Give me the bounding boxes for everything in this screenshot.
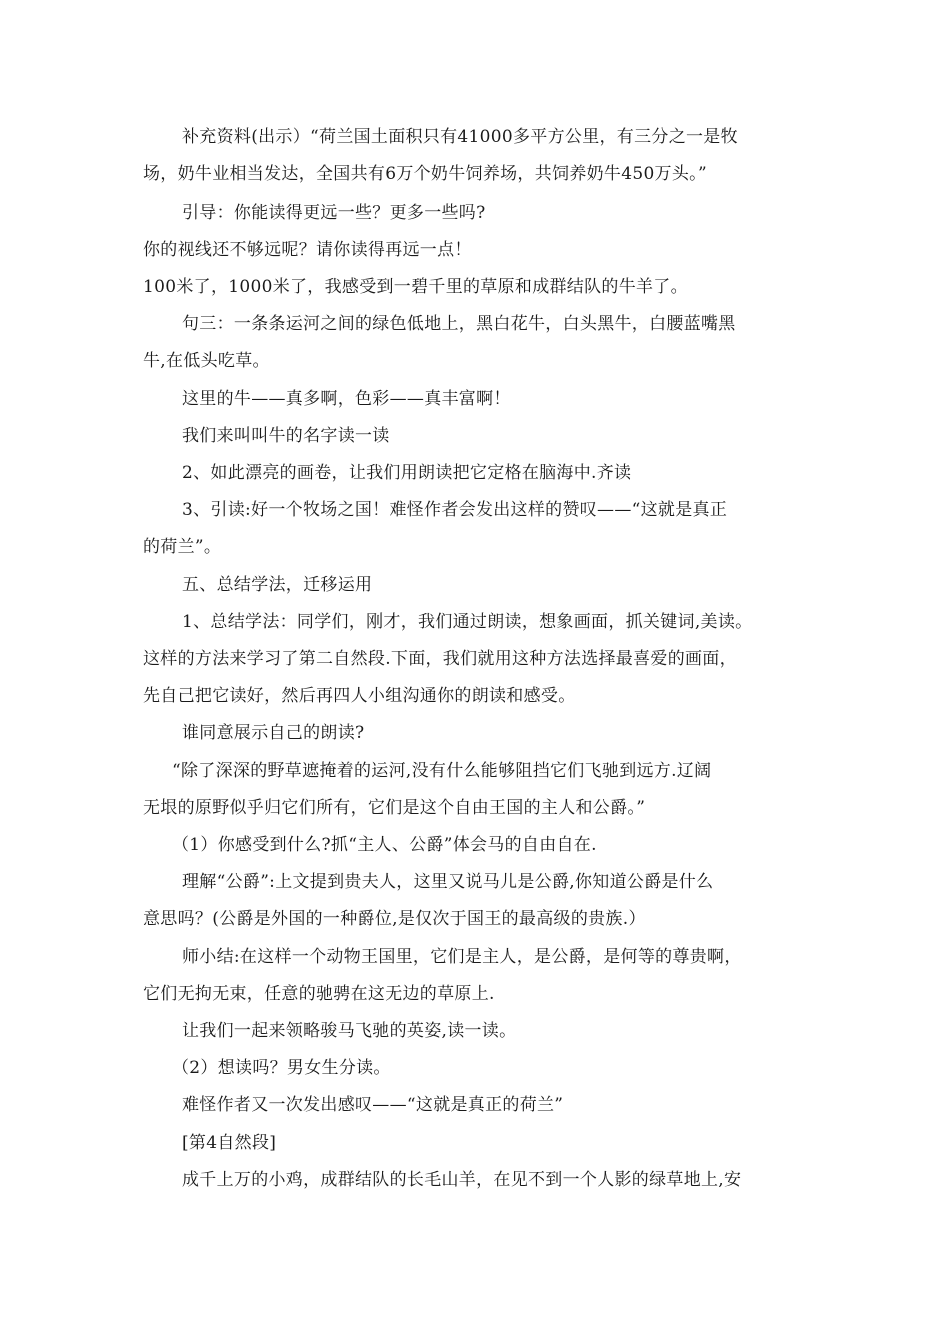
paragraph-line: 3、引读:好一个牧场之国！难怪作者会发出这样的赞叹——“这就是真正 <box>182 500 728 520</box>
paragraph-line: 补充资料(出示）“荷兰国土面积只有41000多平方公里，有三分之一是牧 <box>182 127 738 147</box>
paragraph-line: 1、总结学法：同学们，刚才，我们通过朗读，想象画面，抓关键词,美读。 <box>182 612 753 632</box>
paragraph-line: 2、如此漂亮的画卷，让我们用朗读把它定格在脑海中.齐读 <box>182 463 632 483</box>
paragraph-line: 谁同意展示自己的朗读? <box>182 723 365 743</box>
paragraph-line: 100米了，1000米了，我感受到一碧千里的草原和成群结队的牛羊了。 <box>143 277 688 297</box>
paragraph-line: 难怪作者又一次发出感叹——“这就是真正的荷兰” <box>182 1095 564 1115</box>
paragraph-line: 我们来叫叫牛的名字读一读 <box>182 426 390 446</box>
paragraph-line: （1）你感受到什么?抓“主人、公爵”体会马的自由自在. <box>172 835 597 855</box>
paragraph-line: 这里的牛——真多啊，色彩——真丰富啊！ <box>182 389 511 409</box>
paragraph-line: 成千上万的小鸡，成群结队的长毛山羊，在见不到一个人影的绿草地上,安 <box>182 1170 742 1190</box>
paragraph-line: 意思吗？(公爵是外国的一种爵位,是仅次于国王的最高级的贵族.） <box>143 909 646 929</box>
quote-line: 无垠的原野似乎归它们所有，它们是这个自由王国的主人和公爵。” <box>143 798 646 818</box>
paragraph-line: 牛,在低头吃草。 <box>143 351 270 371</box>
paragraph-line: 引导：你能读得更远一些？更多一些吗? <box>182 203 486 223</box>
paragraph-line: 句三：一条条运河之间的绿色低地上，黑白花牛，白头黑牛，白腰蓝嘴黑 <box>182 314 736 334</box>
paragraph-line: 场，奶牛业相当发达，全国共有6万个奶牛饲养场，共饲养奶牛450万头。” <box>143 164 707 184</box>
paragraph-line: 这样的方法来学习了第二自然段.下面，我们就用这种方法选择最喜爱的画面， <box>143 649 737 669</box>
paragraph-line: 你的视线还不够远呢？请你读得再远一点！ <box>143 240 472 260</box>
quote-line: “除了深深的野草遮掩着的运河,没有什么能够阻挡它们飞驰到远方.辽阔 <box>172 761 712 781</box>
paragraph-line: 的荷兰”。 <box>143 537 222 557</box>
paragraph-line: 让我们一起来领略骏马飞驰的英姿,读一读。 <box>182 1021 517 1041</box>
paragraph-line: 先自己把它读好，然后再四人小组沟通你的朗读和感受。 <box>143 686 576 706</box>
section-marker: [第4自然段] <box>182 1133 277 1153</box>
paragraph-line: 理解“公爵”:上文提到贵夫人，这里又说马儿是公爵,你知道公爵是什么 <box>182 872 714 892</box>
paragraph-line: （2）想读吗？男女生分读。 <box>172 1058 391 1078</box>
paragraph-line: 师小结:在这样一个动物王国里，它们是主人，是公爵，是何等的尊贵啊， <box>182 947 742 967</box>
section-heading: 五、总结学法，迁移运用 <box>182 575 373 595</box>
paragraph-line: 它们无拘无束，任意的驰骋在这无边的草原上. <box>143 984 495 1004</box>
